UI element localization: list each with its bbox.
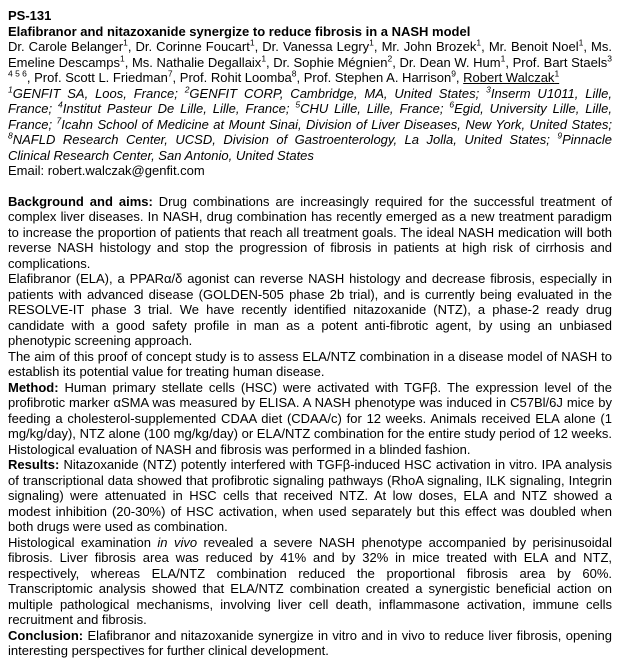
paragraph-histology: Histological examination in vivo revealed a severe NASH phenotype accompanied by perisinusoidal fibrosis. Liver fibrosis area was reduced by 41% and by 32% in mice treated with ELA and NTZ, respectively, whereas ELA/NTZ combination reduced the proportional fibrosis area by 60%. Transcriptomic analysis showed that ELA/NTZ combination created a synergistic beneficial action on multiple pathological mechanisms, involving liver cell death, inflammasone activation, immune cells recruitment and fibrosis. xyxy=(8,534,612,627)
affiliation: $^5$CHU Lille, Lille, France; xyxy=(295,99,450,116)
affiliation: $^9$Pinnacle Clinical Research Center, San Antonio, United States xyxy=(8,130,612,163)
author: Prof. Scott L. Friedman$^7$ xyxy=(34,68,173,85)
author: Prof. Stephen A. Harrison$^9$ xyxy=(303,68,456,85)
author: Mr. John Brozek$^1$ xyxy=(381,37,482,54)
affiliation: $^8$NAFLD Research Center, UCSD, Division of Gastroenterology, La Jolla, United States; xyxy=(8,130,558,147)
author: Dr. Carole Belanger$^1$ xyxy=(8,37,128,54)
email-line xyxy=(8,163,612,179)
affiliation: $^1$GENFIT SA, Loos, France; xyxy=(8,84,185,101)
affiliation: $^3$Inserm U1011, Lille, France; xyxy=(8,84,612,116)
affiliation: $^2$GENFIT CORP, Cambridge, MA, United States; xyxy=(184,84,487,101)
author: Dr. Dean W. Hum$^1$ xyxy=(399,53,506,70)
abstract-code: PS-131 xyxy=(8,8,52,23)
author: Dr. Sophie Mégnien$^2$ xyxy=(273,53,393,70)
author-list: Dr. Carole Belanger$^1$, Dr. Corinne Foucart$^1$, Dr. Vanessa Legry$^1$, Mr. John Brozek$^1$, Mr. Benoit Noel$^1$, Ms. Emeline Descamps$^1$, Ms. Nathalie Degallaix$^1$, Dr. Sophie Mégnien$^2$, Dr. Dean W. Hum$^1$, Prof. Bart Staels$^{3 4 5 6}$, Prof. Scott L. Friedman$^7$, Prof. Rohit Loomba$^8$, Prof. Stephen A. Harrison$^9$, Robert Walczak$^1$ xyxy=(8,37,612,85)
author: Prof. Bart Staels$^{3 4 5 6}$ xyxy=(8,53,612,79)
affiliation: $^4$Institut Pasteur De Lille, Lille, France; xyxy=(57,99,296,116)
author: Dr. Corinne Foucart$^1$ xyxy=(135,37,255,54)
author: Prof. Rohit Loomba$^8$ xyxy=(179,68,297,85)
paragraph-background-aims: Background and aims: Drug combinations are increasingly required for the successful treatment of complex liver diseases. In NASH, drug combination has recently emerged as a new treatment paradigm to increase the proportion of patients that reach all treatment goals. The ideal NASH medication will both reverse NASH histology and stop the progression of fibrosis in patients at high risk of cirrhosis and complications. xyxy=(8,193,612,271)
paragraph-conclusion: Conclusion: Elafibranor and nitazoxanide synergize in vitro and in vivo to reduce liver fibrosis, opening interesting perspectives for further clinical development. xyxy=(8,627,612,658)
paragraph-results: Results: Nitazoxanide (NTZ) potently interfered with TGFβ-induced HSC activation in vitro. IPA analysis of transcriptional data showed that profibrotic signaling pathways (RhoA signaling, ILK signaling, Integrin signaling) were attenuated in HSC cells that received NTZ. At low doses, ELA and NTZ showed a modest inhibition (20-30%) of HSC activation, when used separately but this effect was doubled when both drugs were used as combination. xyxy=(8,457,612,534)
author: Robert Walczak$^1$ xyxy=(463,68,560,85)
author: Ms. Nathalie Degallaix$^1$ xyxy=(131,53,267,70)
author: Dr. Vanessa Legry$^1$ xyxy=(262,37,374,54)
paragraph-study-aim: The aim of this proof of concept study is to assess ELA/NTZ combination in a disease model of NASH to establish its potential value for treating human disease. xyxy=(8,348,612,379)
abstract-title: Elafibranor and nitazoxanide synergize to reduce fibrosis in a NASH model xyxy=(8,23,471,39)
abstract-body xyxy=(8,194,612,659)
affiliation-list xyxy=(8,86,612,164)
author: Ms. Emeline Descamps$^1$ xyxy=(8,39,612,70)
paragraph-method: Method: Human primary stellate cells (HSC) were activated with TGFβ. The expression level of the profibrotic marker αSMA was measured by ELISA. A NASH phenotype was induced in C57Bl/6J mice by feeding a cholesterol-supplemented CDAA diet (CDAA/c) for 12 weeks. Animals received ELA alone (1 mg/kg/day), NTZ alone (100 mg/kg/day) or ELA/NTZ combination for the entire study period of 12 weeks. Histological evaluation of NASH and fibrosis was performed in a blinded fashion. xyxy=(8,379,612,457)
affiliation: $^6$Egid, University Lille, Lille, France; xyxy=(8,99,613,132)
affiliation: $^7$Icahn School of Medicine at Mount Sinai, Division of Liver Diseases, New York, United States; xyxy=(56,115,613,132)
author: Mr. Benoit Noel$^1$ xyxy=(488,37,584,54)
email-label: Email: xyxy=(8,163,45,178)
email-address: robert.walczak@genfit.com xyxy=(47,163,205,178)
paragraph-elafibranor: Elafibranor (ELA), a PPARα/δ agonist can reverse NASH histology and decrease fibrosis, especially in patients with advanced disease (GOLDEN-505 phase 2b trial), and is currently being evaluated in the RESOLVE-IT phase 3 trial. We have recently identified nitazoxanide (NTZ), a phase-2 ready drug candidate with a good safety profile in man as a potent anti-fibrotic agent, by using an unbiased phenotypic screening approach. xyxy=(8,271,612,348)
